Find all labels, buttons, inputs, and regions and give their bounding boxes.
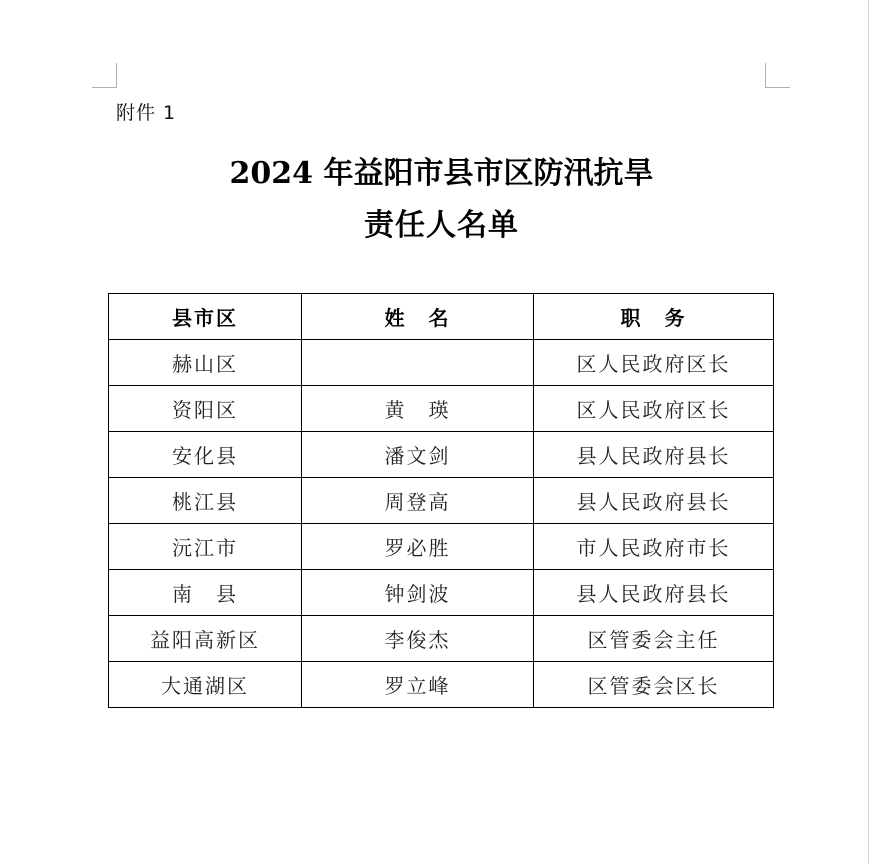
- cell-district: 赫山区: [109, 340, 302, 386]
- cell-position: 区管委会主任: [534, 616, 774, 662]
- document-title-line-1: 2024 年益阳市县市区防汛抗旱: [229, 156, 654, 191]
- table-row: [109, 524, 774, 570]
- table-row: [109, 386, 774, 432]
- cell-district: 资阳区: [109, 386, 302, 432]
- table-row: [109, 570, 774, 616]
- cell-district: 大通湖区: [109, 662, 302, 708]
- cell-name: 罗立峰: [302, 662, 534, 708]
- margin-corner-mark-right: [765, 63, 790, 88]
- table-row: [109, 616, 774, 662]
- cell-name: 李俊杰: [302, 616, 534, 662]
- table-row: [109, 478, 774, 524]
- responsibility-table: [108, 293, 774, 708]
- cell-position: 县人民政府县长: [534, 432, 774, 478]
- cell-position: 区人民政府区长: [534, 386, 774, 432]
- table-row: [109, 340, 774, 386]
- document-title-line-2: 责任人名单: [364, 208, 519, 243]
- cell-position: 县人民政府县长: [534, 478, 774, 524]
- cell-name: 钟剑波: [302, 570, 534, 616]
- cell-name: 罗必胜: [302, 524, 534, 570]
- header-position: 职 务: [534, 294, 774, 340]
- table-row: [109, 432, 774, 478]
- header-district: 县市区: [109, 294, 302, 340]
- cell-position: 区管委会区长: [534, 662, 774, 708]
- cell-position: 市人民政府市长: [534, 524, 774, 570]
- cell-district: 桃江县: [109, 478, 302, 524]
- cell-district: 沅江市: [109, 524, 302, 570]
- cell-name: 周登高: [302, 478, 534, 524]
- cell-name: 黄 瑛: [302, 386, 534, 432]
- header-name: 姓 名: [302, 294, 534, 340]
- cell-position: 县人民政府县长: [534, 570, 774, 616]
- cell-district: 益阳高新区: [109, 616, 302, 662]
- cell-name: 潘文剑: [302, 432, 534, 478]
- table-row: [109, 662, 774, 708]
- cell-position: 区人民政府区长: [534, 340, 774, 386]
- cell-name: [302, 340, 534, 386]
- cell-district: 安化县: [109, 432, 302, 478]
- table-header-row: [109, 294, 774, 340]
- attachment-label: 附件 1: [116, 102, 177, 124]
- page-edge: [868, 0, 869, 864]
- cell-district: 南 县: [109, 570, 302, 616]
- margin-corner-mark-left: [92, 63, 117, 88]
